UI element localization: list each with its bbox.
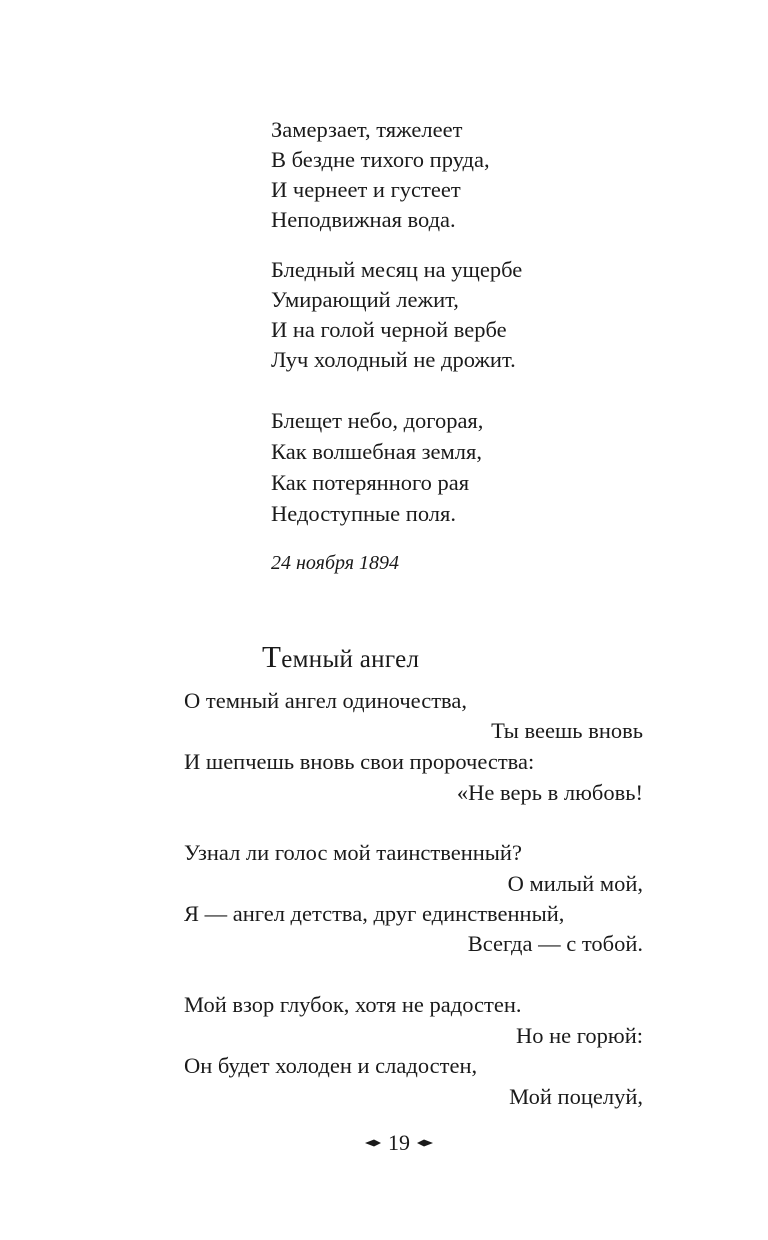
verse-line: И на голой черной вербе <box>271 317 507 342</box>
verse-line: В бездне тихого пруда, <box>271 147 490 172</box>
verse-line: Узнал ли голос мой таинственный? <box>184 840 522 865</box>
poem-title-rest: емный ангел <box>281 646 420 673</box>
verse-line: Неподвижная вода. <box>271 207 456 232</box>
left-ornament-icon <box>365 1138 381 1148</box>
verse-line-indented: Всегда — с тобой. <box>467 931 643 956</box>
verse-line-indented: Мой поцелуй, <box>509 1084 643 1109</box>
verse-line: И чернеет и густеет <box>271 177 461 202</box>
verse-line: Он будет холоден и сладостен, <box>184 1053 478 1078</box>
verse-line: О темный ангел одиночества, <box>184 688 467 713</box>
poem-date: 24 ноября 1894 <box>271 552 400 574</box>
verse-line-indented: Но не горюй: <box>515 1023 643 1048</box>
poem-title-initial: Т <box>262 639 282 674</box>
verse-line: Я — ангел детства, друг единственный, <box>184 901 565 926</box>
verse-line-indented: О милый мой, <box>507 871 643 896</box>
verse-line: Мой взор глубок, хотя не радостен. <box>184 992 522 1017</box>
poem-title <box>262 638 419 679</box>
verse-line-indented: «Не верь в любовь! <box>456 780 643 805</box>
page-number-footer <box>0 1129 768 1157</box>
verse-line: Бледный месяц на ущербе <box>271 257 523 282</box>
verse-line: Недоступные поля. <box>271 501 456 526</box>
right-ornament-icon <box>417 1138 433 1148</box>
verse-line: Как волшебная земля, <box>271 439 482 464</box>
verse-line: Умирающий лежит, <box>271 287 459 312</box>
verse-line-indented: Ты веешь вновь <box>491 718 643 743</box>
page-number: 19 <box>388 1130 410 1155</box>
verse-line: Луч холодный не дрожит. <box>271 347 516 372</box>
verse-line: И шепчешь вновь свои пророчества: <box>184 749 535 774</box>
verse-line: Блещет небо, догорая, <box>271 408 484 433</box>
verse-line: Как потерянного рая <box>271 470 470 495</box>
verse-line: Замерзает, тяжелеет <box>271 117 463 142</box>
